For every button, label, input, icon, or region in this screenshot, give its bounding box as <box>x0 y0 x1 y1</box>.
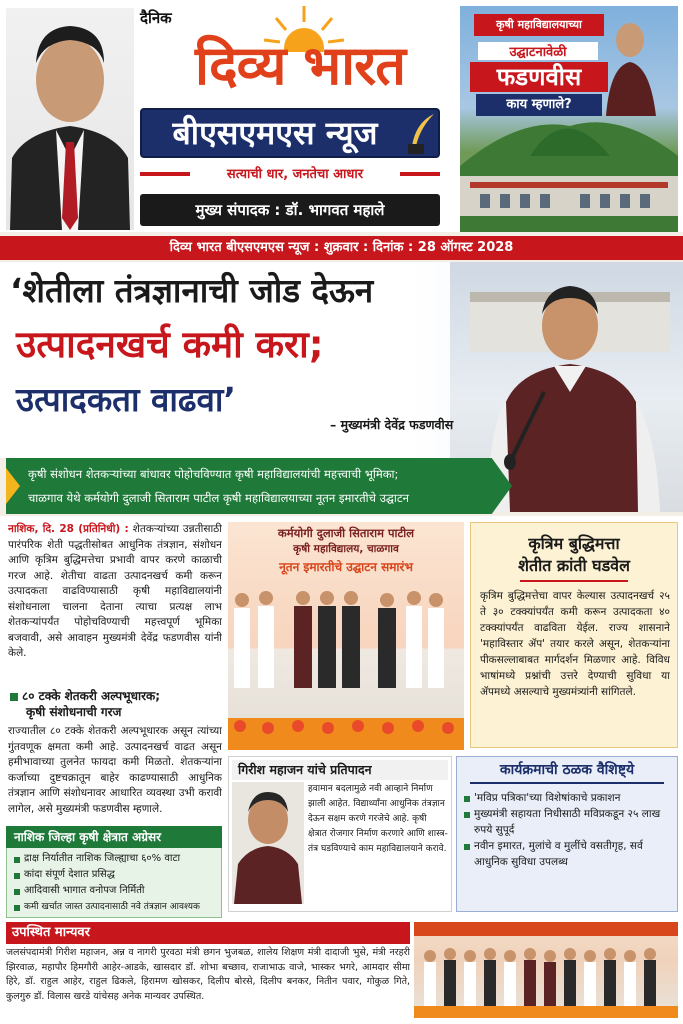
event-banner-line2: कृषी महाविद्यालय, चाळगाव <box>293 543 399 555</box>
left-article <box>8 522 222 684</box>
masthead-title: दिव्य भारत <box>194 34 406 97</box>
top-promo-photo <box>460 6 678 232</box>
dateline: दिव्य भारत बीएसएमएस न्यूज : शुक्रवार : दिनांक : 28 ऑगस्ट 2028 <box>169 240 514 255</box>
headline-line3-text: उत्पादकता वाढवा <box>16 380 224 419</box>
nashik-item: कमी खर्चात जास्त उत्पादनासाठी नवे तंत्रज्ञान आवश्यक <box>12 899 220 915</box>
headline-attribution: – मुख्यमंत्री देवेंद्र फडणवीस <box>330 417 454 432</box>
attendees-body: जलसंपदामंत्री गिरीश महाजन, अन्न व नागरी पुरवठा मंत्री छगन भुजबळ, शालेय शिक्षण मंत्री दादाजी भुसे, मंत्री नरहरी झिरवाळ, महापौर हिमगौरी आहेर-आडके, खासदार डॉ. शोभा बच्छाव, राजाभाऊ वाजे, भास्कर भगरे, आमदार सीमा हिरे, डॉ. राहुल आहेर, राहुल ढिकले, हिरामण खोसकर, दिलीप बोरसे, दिलीप बनकर, नितीन पवार, गोकुळ गिते, कुलगुरु डॉ. विलास खरडे यांचेसह अनेक मान्यवर उपस्थित. <box>6 947 410 1002</box>
left-subhead-1: ८० टक्के शेतकरी अल्पभूधारक; <box>22 689 161 703</box>
nashik-item: द्राक्ष निर्यातीत नाशिक जिल्ह्याचा ६०% वाटा <box>12 851 220 867</box>
group-photo <box>414 922 678 1018</box>
ai-box-title2: शेतीत क्रांती घडवेल <box>518 556 630 575</box>
nashik-item: कांदा संपूर्ण देशात प्रसिद्ध <box>12 867 220 883</box>
feature-item: 'मविप्र पत्रिका'च्या विशेषांकाचे प्रकाशन <box>462 790 672 806</box>
girish-photo <box>232 782 304 904</box>
top-promo-line1: कृषी महाविद्यालयाच्या <box>474 14 604 36</box>
feature-item: नवीन इमारत, मुलांचे व मुलींचे वसतीगृह, सर्व आधुनिक सुविधा उपलब्ध <box>462 838 672 870</box>
top-promo-line2: उद्घाटनावेळी <box>478 42 598 60</box>
nashik-box-list <box>12 851 220 915</box>
ai-box-body: कृत्रिम बुद्धिमत्तेचा वापर केल्यास उत्पादनखर्च २५ ते ३० टक्क्यांपर्यंत कमी करून उत्पादकता ४० टक्क्यांपर्यंत वाढविता येईल. राज्य शासनाने 'महाविस्तार ॲप' तयार करले असून, शेतकऱ्यांना पीकसल्लाबाबत मार्गदर्शन मिळणार आहे. विविध भाषांमध्ये प्रश्नांची उत्तरे देण्याची सुविधा या ॲपमध्ये असल्याचे मुख्यमंत्र्यांनी सांगितले. <box>480 590 670 698</box>
headline-line2: उत्पादनखर्च कमी करा; <box>16 323 324 366</box>
headline-line1: ‘शेतीला तंत्रज्ञानाची जोड देऊन <box>10 271 374 310</box>
event-banner-line3: नूतन इमारतीचे उद्घाटन समारंभ <box>279 560 413 574</box>
event-photo <box>228 522 464 750</box>
ai-box-rule <box>520 580 628 582</box>
tagline: सत्याची धार, जनतेचा आधार <box>190 164 400 182</box>
quill-icon <box>404 112 438 156</box>
attendees-title: उपस्थित मान्यवर <box>12 925 90 940</box>
girish-box-body: हवामान बदलामुळे नवी आव्हाने निर्माण झाली आहेत. विद्यार्थ्यांना आधुनिक तंत्रज्ञान देऊन सक्षम करणे गरजेचे आहे. कृषी क्षेत्रात रोजगार निर्माण करणारे आणि शास्त्र-तंत्र घडविण्याचे काम महाविद्यालयाने करावे. <box>308 784 448 854</box>
girish-box-title: गिरीश महाजन यांचे प्रतिपादन <box>232 760 448 780</box>
daily-label: दैनिक <box>140 9 172 27</box>
event-banner-line1: कर्मयोगी दुलाजी सिताराम पाटील <box>277 526 415 540</box>
top-promo-question: काय म्हणाले? <box>476 94 602 116</box>
top-promo-name: फडणवीस <box>470 62 608 92</box>
ai-box-title1: कृत्रिम बुद्धिमत्ता <box>528 534 620 553</box>
headline-quote-end: ’ <box>223 380 236 419</box>
left-article-body: शेतकऱ्यांच्या उन्नतीसाठी पारंपरिक शेती पद्धतीसोबत आधुनिक तंत्रज्ञान, संशोधन आणि कृत्रिम बुद्धिमत्तेचा प्रभावी वापर करणे काळाची गरज आहे. शेतीचा वाढता उत्पादनखर्च कमी करून उत्पादकता वाढविण्यासाठी कृषी महाविद्यालयांनी संशोधनाला चालना देताना त्याचा प्रत्यक्ष लाभ शेतकऱ्यांपर्यंत पोहोचविण्याची महत्त्वपूर्ण भूमिका बजवावी, असे आवाहन मुख्यमंत्री देवेंद्र फडणवीस यांनी केले. <box>8 523 222 659</box>
feature-item: मुख्यमंत्री सहायता निधीसाठी मविप्रकडून २५ लाख रुपये सुपूर्द <box>462 806 672 838</box>
green-strip-line2: चाळगाव येथे कर्मयोगी दुलाजी सिताराम पाटील कृषी महाविद्यालयाच्या नूतन इमारतीचे उद्घाटन <box>28 491 410 505</box>
features-box-title: कार्यक्रमाची ठळक वैशिष्ट्ये <box>499 762 635 778</box>
left-article-dateline: नाशिक, दि. 28 (प्रतिनिधी) : <box>8 523 129 535</box>
editor-credit: मुख्य संपादक : डॉ. भागवत महाले <box>195 201 385 219</box>
features-list <box>462 790 672 870</box>
editor-photo <box>6 8 134 230</box>
green-strip-line1: कृषी संशोधन शेतकऱ्यांच्या बांधावर पोहोचविण्यात कृषी महाविद्यालयांची महत्त्वाची भूमिका; <box>28 467 399 481</box>
left-subhead-marker <box>10 693 18 701</box>
features-title-rule <box>470 782 664 784</box>
green-strip-arrow <box>6 468 20 504</box>
nashik-item: आदिवासी भागात वनोपज निर्मिती <box>12 883 220 899</box>
masthead-subtitle: बीएसएमएस न्यूज <box>172 114 378 152</box>
left-article-body2: राज्यातील ८० टक्के शेतकरी अल्पभूधारक असून त्यांच्या गुंतवणूक क्षमता कमी आहे. उत्पादनखर्च वाढत असून हमीभावाच्या तुलनेत फायदा कमी मिळतो. शेतकऱ्यांना कर्जाच्या दुष्टचक्रातून बाहेर काढण्यासाठी आधुनिक तंत्रज्ञान आणि संशोधनावर आधारित व्यवस्था उभी करावी लागेल, असे मुख्यमंत्री फडणवीस म्हणाले. <box>8 725 222 815</box>
nashik-box-title: नाशिक जिल्हा कृषी क्षेत्रात अग्रेसर <box>6 826 222 848</box>
left-subhead-2: कृषी संशोधनाची गरज <box>26 705 122 719</box>
